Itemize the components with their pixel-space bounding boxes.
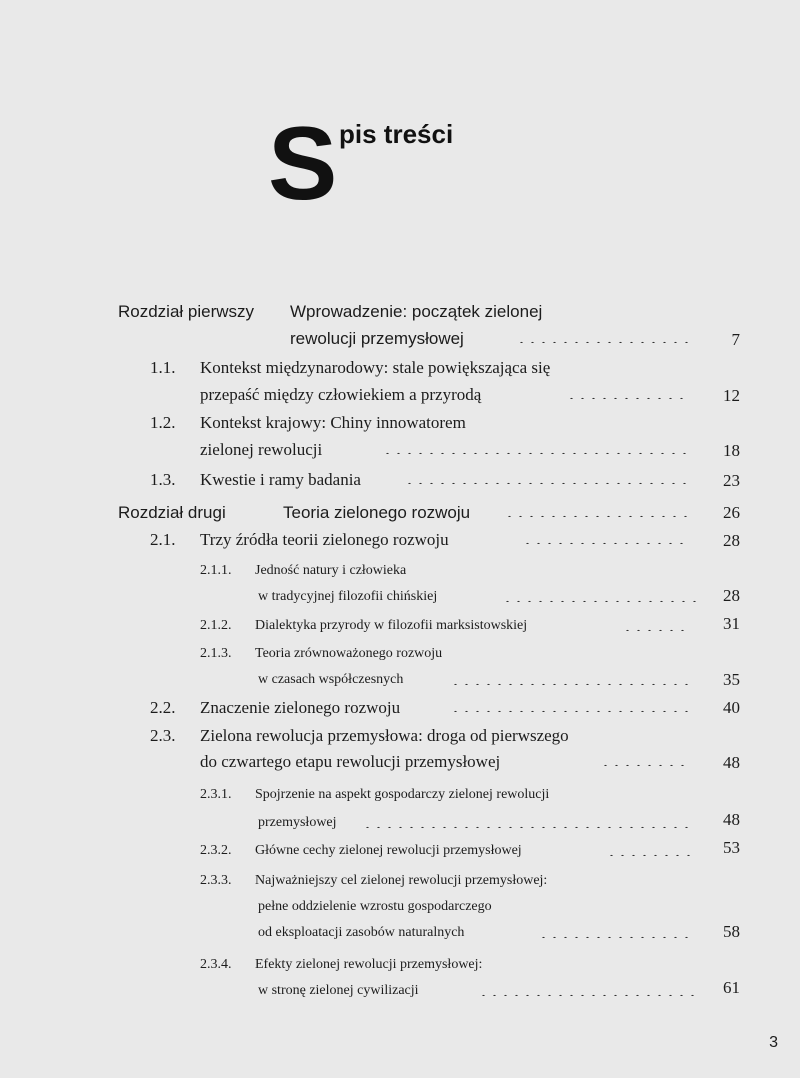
toc-title: Wprowadzenie: początek zielonej <box>290 302 543 321</box>
toc-page-number: 28 <box>723 586 740 605</box>
dot-leader <box>522 542 690 544</box>
toc-title: do czwartego etapu rewolucji przemysłowej <box>200 752 501 771</box>
dot-leader <box>450 683 690 685</box>
section-number: 1.2. <box>150 413 176 432</box>
section-number: 2.2. <box>150 698 176 717</box>
title-initial: S <box>268 106 336 222</box>
toc-title: Teoria zrównoważonego rozwoju <box>255 646 443 661</box>
toc-page-number: 53 <box>723 838 740 857</box>
dot-leader <box>566 397 690 399</box>
toc-title: Kontekst międzynarodowy: stale powiększająca się <box>200 358 551 377</box>
dot-leader <box>622 629 690 631</box>
toc-title: zielonej rewolucji <box>200 440 323 459</box>
dot-leader <box>504 515 690 517</box>
toc-title: przepaść między człowiekiem a przyrodą <box>200 385 482 404</box>
subsection-number: 2.1.3. <box>200 646 232 661</box>
toc-page-number: 61 <box>723 978 740 997</box>
toc-page-number: 35 <box>723 670 740 689</box>
toc-page-number: 48 <box>723 810 740 829</box>
toc-page-number: 12 <box>723 386 740 405</box>
page-number: 3 <box>769 1034 778 1051</box>
dot-leader <box>478 994 696 996</box>
dot-leader <box>382 452 690 454</box>
dot-leader <box>606 854 696 856</box>
section-number: 1.3. <box>150 470 176 489</box>
chapter-label: Rozdział pierwszy <box>118 302 255 321</box>
toc-page-number: 7 <box>731 330 740 349</box>
toc-title: w stronę zielonej cywilizacji <box>258 983 419 998</box>
toc-page-number: 58 <box>723 922 740 941</box>
subsection-number: 2.3.3. <box>200 873 232 888</box>
dot-leader <box>502 600 696 602</box>
toc-title: Główne cechy zielonej rewolucji przemysłowej <box>255 843 522 858</box>
subsection-number: 2.3.1. <box>200 787 232 802</box>
toc-title: w tradycyjnej filozofii chińskiej <box>258 589 438 604</box>
dot-leader <box>362 826 696 828</box>
toc-page-number: 40 <box>723 698 740 717</box>
toc-title: Dialektyka przyrody w filozofii marksistowskiej <box>255 618 528 633</box>
toc-title: Trzy źródła teorii zielonego rozwoju <box>200 530 449 549</box>
toc-title: rewolucji przemysłowej <box>290 329 464 348</box>
dot-leader <box>404 482 690 484</box>
dot-leader <box>538 936 696 938</box>
dot-leader <box>600 764 690 766</box>
toc-page-number: 28 <box>723 531 740 550</box>
toc-title: Efekty zielonej rewolucji przemysłowej: <box>255 957 483 972</box>
toc-title: Najważniejszy cel zielonej rewolucji przemysłowej: <box>255 873 548 888</box>
toc-page-number: 23 <box>723 471 740 490</box>
chapter-label: Rozdział drugi <box>118 503 226 522</box>
toc-page-number: 48 <box>723 753 740 772</box>
section-number: 2.3. <box>150 726 176 745</box>
subsection-number: 2.1.2. <box>200 618 232 633</box>
dot-leader <box>516 341 690 343</box>
toc-title: Jedność natury i człowieka <box>255 563 407 578</box>
subsection-number: 2.1.1. <box>200 563 232 578</box>
section-number: 2.1. <box>150 530 176 549</box>
toc-title: pełne oddzielenie wzrostu gospodarczego <box>258 899 492 914</box>
toc-page-number: 26 <box>723 503 740 522</box>
toc-title: Kontekst krajowy: Chiny innowatorem <box>200 413 466 432</box>
toc-page-number: 31 <box>723 614 740 633</box>
toc-title: Zielona rewolucja przemysłowa: droga od pierwszego <box>200 726 569 745</box>
toc-title: Znaczenie zielonego rozwoju <box>200 698 401 717</box>
toc-title: Kwestie i ramy badania <box>200 470 361 489</box>
subsection-number: 2.3.4. <box>200 957 232 972</box>
toc-title: w czasach współczesnych <box>258 672 404 687</box>
toc-title: przemysłowej <box>258 815 337 830</box>
page-title: pis treści <box>339 119 454 149</box>
toc-title: Teoria zielonego rozwoju <box>283 503 471 522</box>
toc-title: Spojrzenie na aspekt gospodarczy zielonej rewolucji <box>255 787 550 802</box>
toc-title: od eksploatacji zasobów naturalnych <box>258 925 465 940</box>
subsection-number: 2.3.2. <box>200 843 232 858</box>
section-number: 1.1. <box>150 358 176 377</box>
toc-page-number: 18 <box>723 441 740 460</box>
dot-leader <box>450 710 690 712</box>
